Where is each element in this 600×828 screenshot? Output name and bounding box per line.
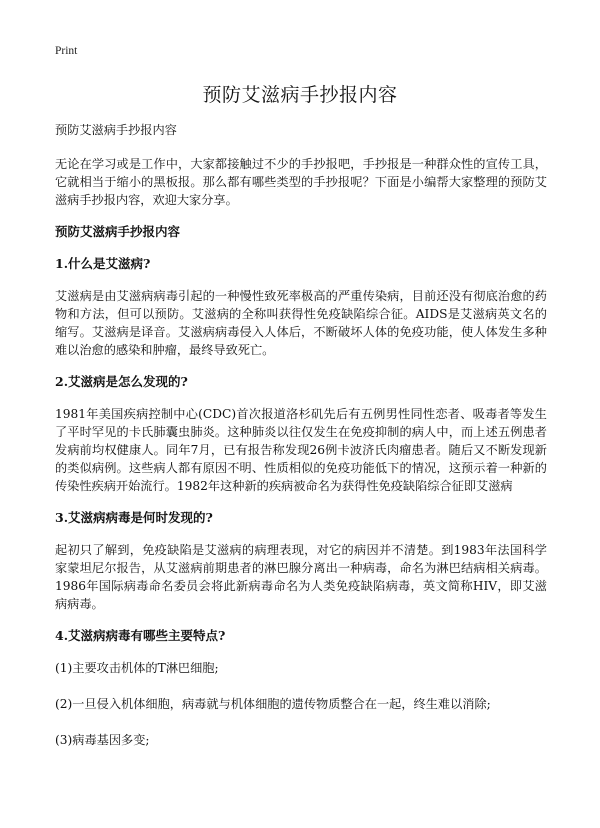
section-heading: 3.艾滋病病毒是何时发现的? [55,510,213,525]
section-heading: 1.什么是艾滋病? [55,256,151,271]
print-link[interactable]: Print [55,45,78,57]
section-paragraph: 艾滋病是由艾滋病病毒引起的一种慢性致死率极高的严重传染病，目前还没有彻底治愈的药物和方法，但可以预防。艾滋病的全称叫获得性免疫缺陷综合征。AIDS是艾滋病英文名的缩写。艾滋病是译音。艾滋病病毒侵入人体后，不断破坏人体的免疫功能，使人体发生多种难以治愈的感染和肿瘤，最终导致死亡。 [55,289,547,357]
page-title: 预防艾滋病手抄报内容 [202,84,398,106]
list-item: (2)一旦侵入机体细胞，病毒就与机体细胞的遗传物质整合在一起，终生难以消除; [55,697,491,711]
section-title: 预防艾滋病手抄报内容 [55,224,181,239]
article-subtitle: 预防艾滋病手抄报内容 [55,123,177,137]
section-heading: 2.艾滋病是怎么发现的? [55,374,188,389]
section-heading: 4.艾滋病病毒有哪些主要特点? [55,628,226,643]
section-paragraph: 1981年美国疾病控制中心(CDC)首次报道洛杉矶先后有五例男性同性恋者、吸毒者等发生了平时罕见的卡氏肺囊虫肺炎。这种肺炎以往仅发生在免疫抑制的病人中，而上述五例患者发病前均权健康人。同年7月，已有报告称发现26例卡波济氏肉瘤患者。随后又不断发现新的类似病例。这些病人都有原因不明、性质相似的免疫功能低下的情况，这预示着一种新的传染性疾病开始流行。1982年这种新的疾病被命名为获得性免疫缺陷综合征即艾滋病 [55,407,547,493]
article-body [55,121,547,767]
section-paragraph: 起初只了解到，免疫缺陷是艾滋病的病理表现，对它的病因并不清楚。到1983年法国科学家蒙坦尼尔报告，从艾滋病前期患者的淋巴腺分离出一种病毒，命名为淋巴结病相关病毒。1986年国际病毒命名委员会将此新病毒命名为人类免疫缺陷病毒，英文简称HIV，即艾滋病病毒。 [55,543,547,611]
list-item: (1)主要攻击机体的T淋巴细胞; [55,661,219,675]
list-item: (3)病毒基因多变; [55,733,150,747]
intro-paragraph: 无论在学习或是工作中，大家都接触过不少的手抄报吧，手抄报是一种群众性的宣传工具，它就相当于缩小的黑板报。那么都有哪些类型的手抄报呢？下面是小编帮大家整理的预防艾滋病手抄报内容，欢迎大家分享。 [55,157,547,207]
